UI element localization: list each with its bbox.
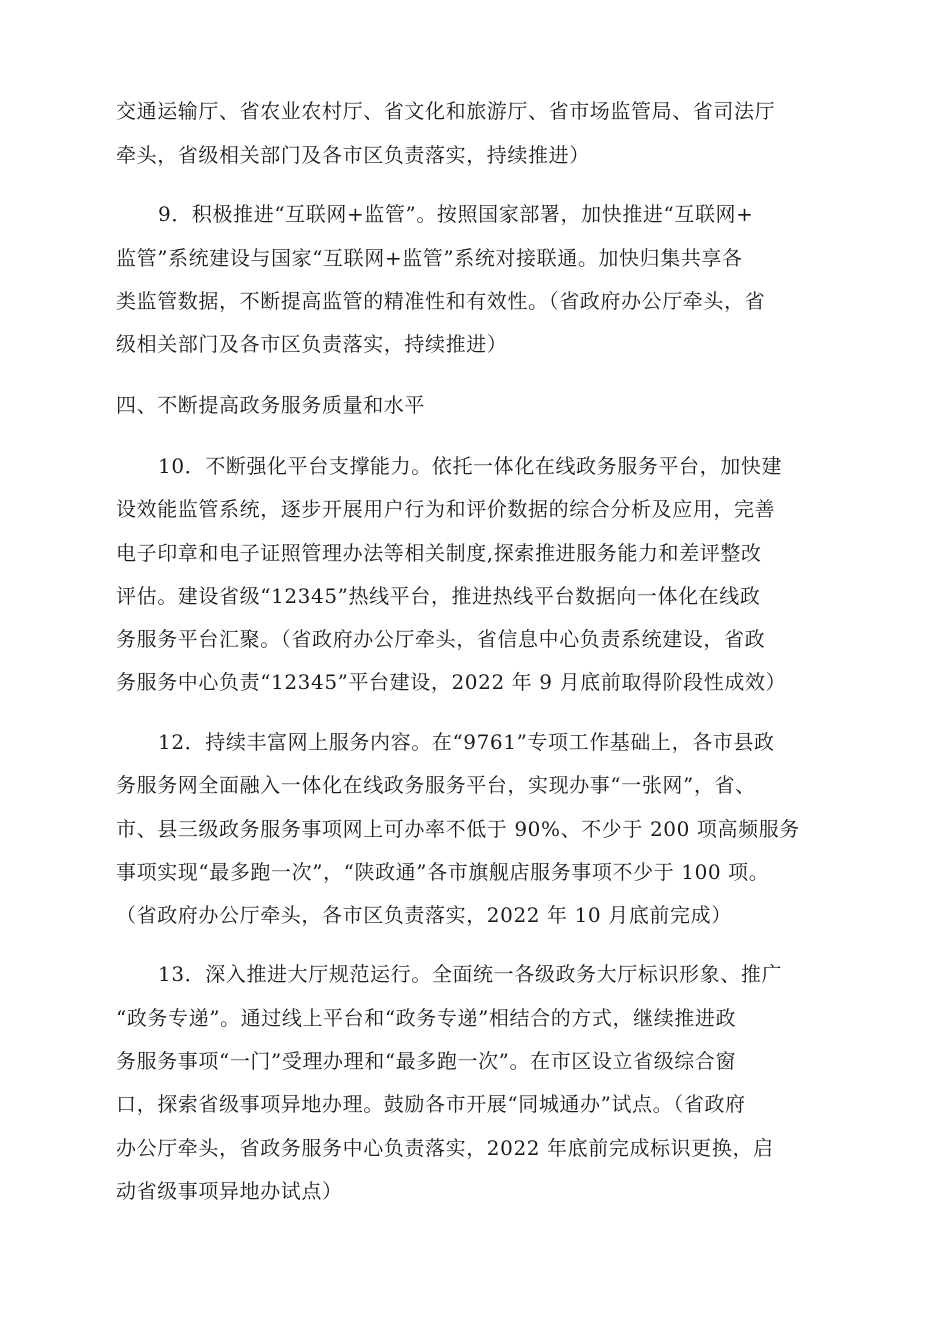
text-line: 牵头，省级相关部门及各市区负责落实，持续推进） xyxy=(116,143,590,167)
text-line: 交通运输厅、省农业农村厅、省文化和旅游厅、省市场监管局、省司法厅 xyxy=(116,99,776,123)
text-line: 9．积极推进“互联网+监管”。按照国家部署，加快推进“互联网+ xyxy=(158,202,754,226)
text-line: 务服务平台汇聚。（省政府办公厅牵头，省信息中心负责系统建设，省政 xyxy=(116,627,766,651)
text-line: 办公厅牵头，省政务服务中心负责落实，2022 年底前完成标识更换，启 xyxy=(116,1136,774,1160)
text-line: 市、县三级政务服务事项网上可办率不低于 90%、不少于 200 项高频服务 xyxy=(116,817,800,841)
text-line: （省政府办公厅牵头，各市区负责落实，2022 年 10 月底前完成） xyxy=(116,903,732,927)
text-line: 12．持续丰富网上服务内容。在“9761”专项工作基础上，各市县政 xyxy=(158,730,775,754)
text-line: 级相关部门及各市区负责落实，持续推进） xyxy=(116,332,508,356)
text-line: 口，探索省级事项异地办理。鼓励各市开展“同城通办”试点。（省政府 xyxy=(116,1092,746,1116)
text-line: 监管”系统建设与国家“互联网+监管”系统对接联通。加快归集共享各 xyxy=(116,246,743,270)
text-line: 13．深入推进大厅规范运行。全面统一各级政务大厅标识形象、推广 xyxy=(158,962,783,986)
text-line: 评估。建设省级“12345”热线平台，推进热线平台数据向一体化在线政 xyxy=(116,584,761,608)
text-line: 务服务中心负责“12345”平台建设，2022 年 9 月底前取得阶段性成效） xyxy=(116,670,787,694)
text-line: 电子印章和电子证照管理办法等相关制度,探索推进服务能力和差评整改 xyxy=(116,541,762,565)
text-line: 动省级事项异地办试点） xyxy=(116,1179,343,1203)
text-line: “政务专递”。通过线上平台和“政务专递”相结合的方式，继续推进政 xyxy=(116,1006,737,1030)
section-heading: 四、不断提高政务服务质量和水平 xyxy=(116,393,425,417)
text-line: 事项实现“最多跑一次”，“陕政通”各市旗舰店服务事项不少于 100 项。 xyxy=(116,860,770,884)
text-line: 务服务网全面融入一体化在线政务服务平台，实现办事“一张网”，省、 xyxy=(116,773,756,797)
text-line: 务服务事项“一门”受理办理和“最多跑一次”。在市区设立省级综合窗 xyxy=(116,1049,737,1073)
text-line: 10．不断强化平台支撑能力。依托一体化在线政务服务平台，加快建 xyxy=(158,454,783,478)
text-line: 类监管数据，不断提高监管的精准性和有效性。（省政府办公厅牵头，省 xyxy=(116,289,766,313)
text-line: 设效能监管系统，逐步开展用户行为和评价数据的综合分析及应用，完善 xyxy=(116,497,776,521)
